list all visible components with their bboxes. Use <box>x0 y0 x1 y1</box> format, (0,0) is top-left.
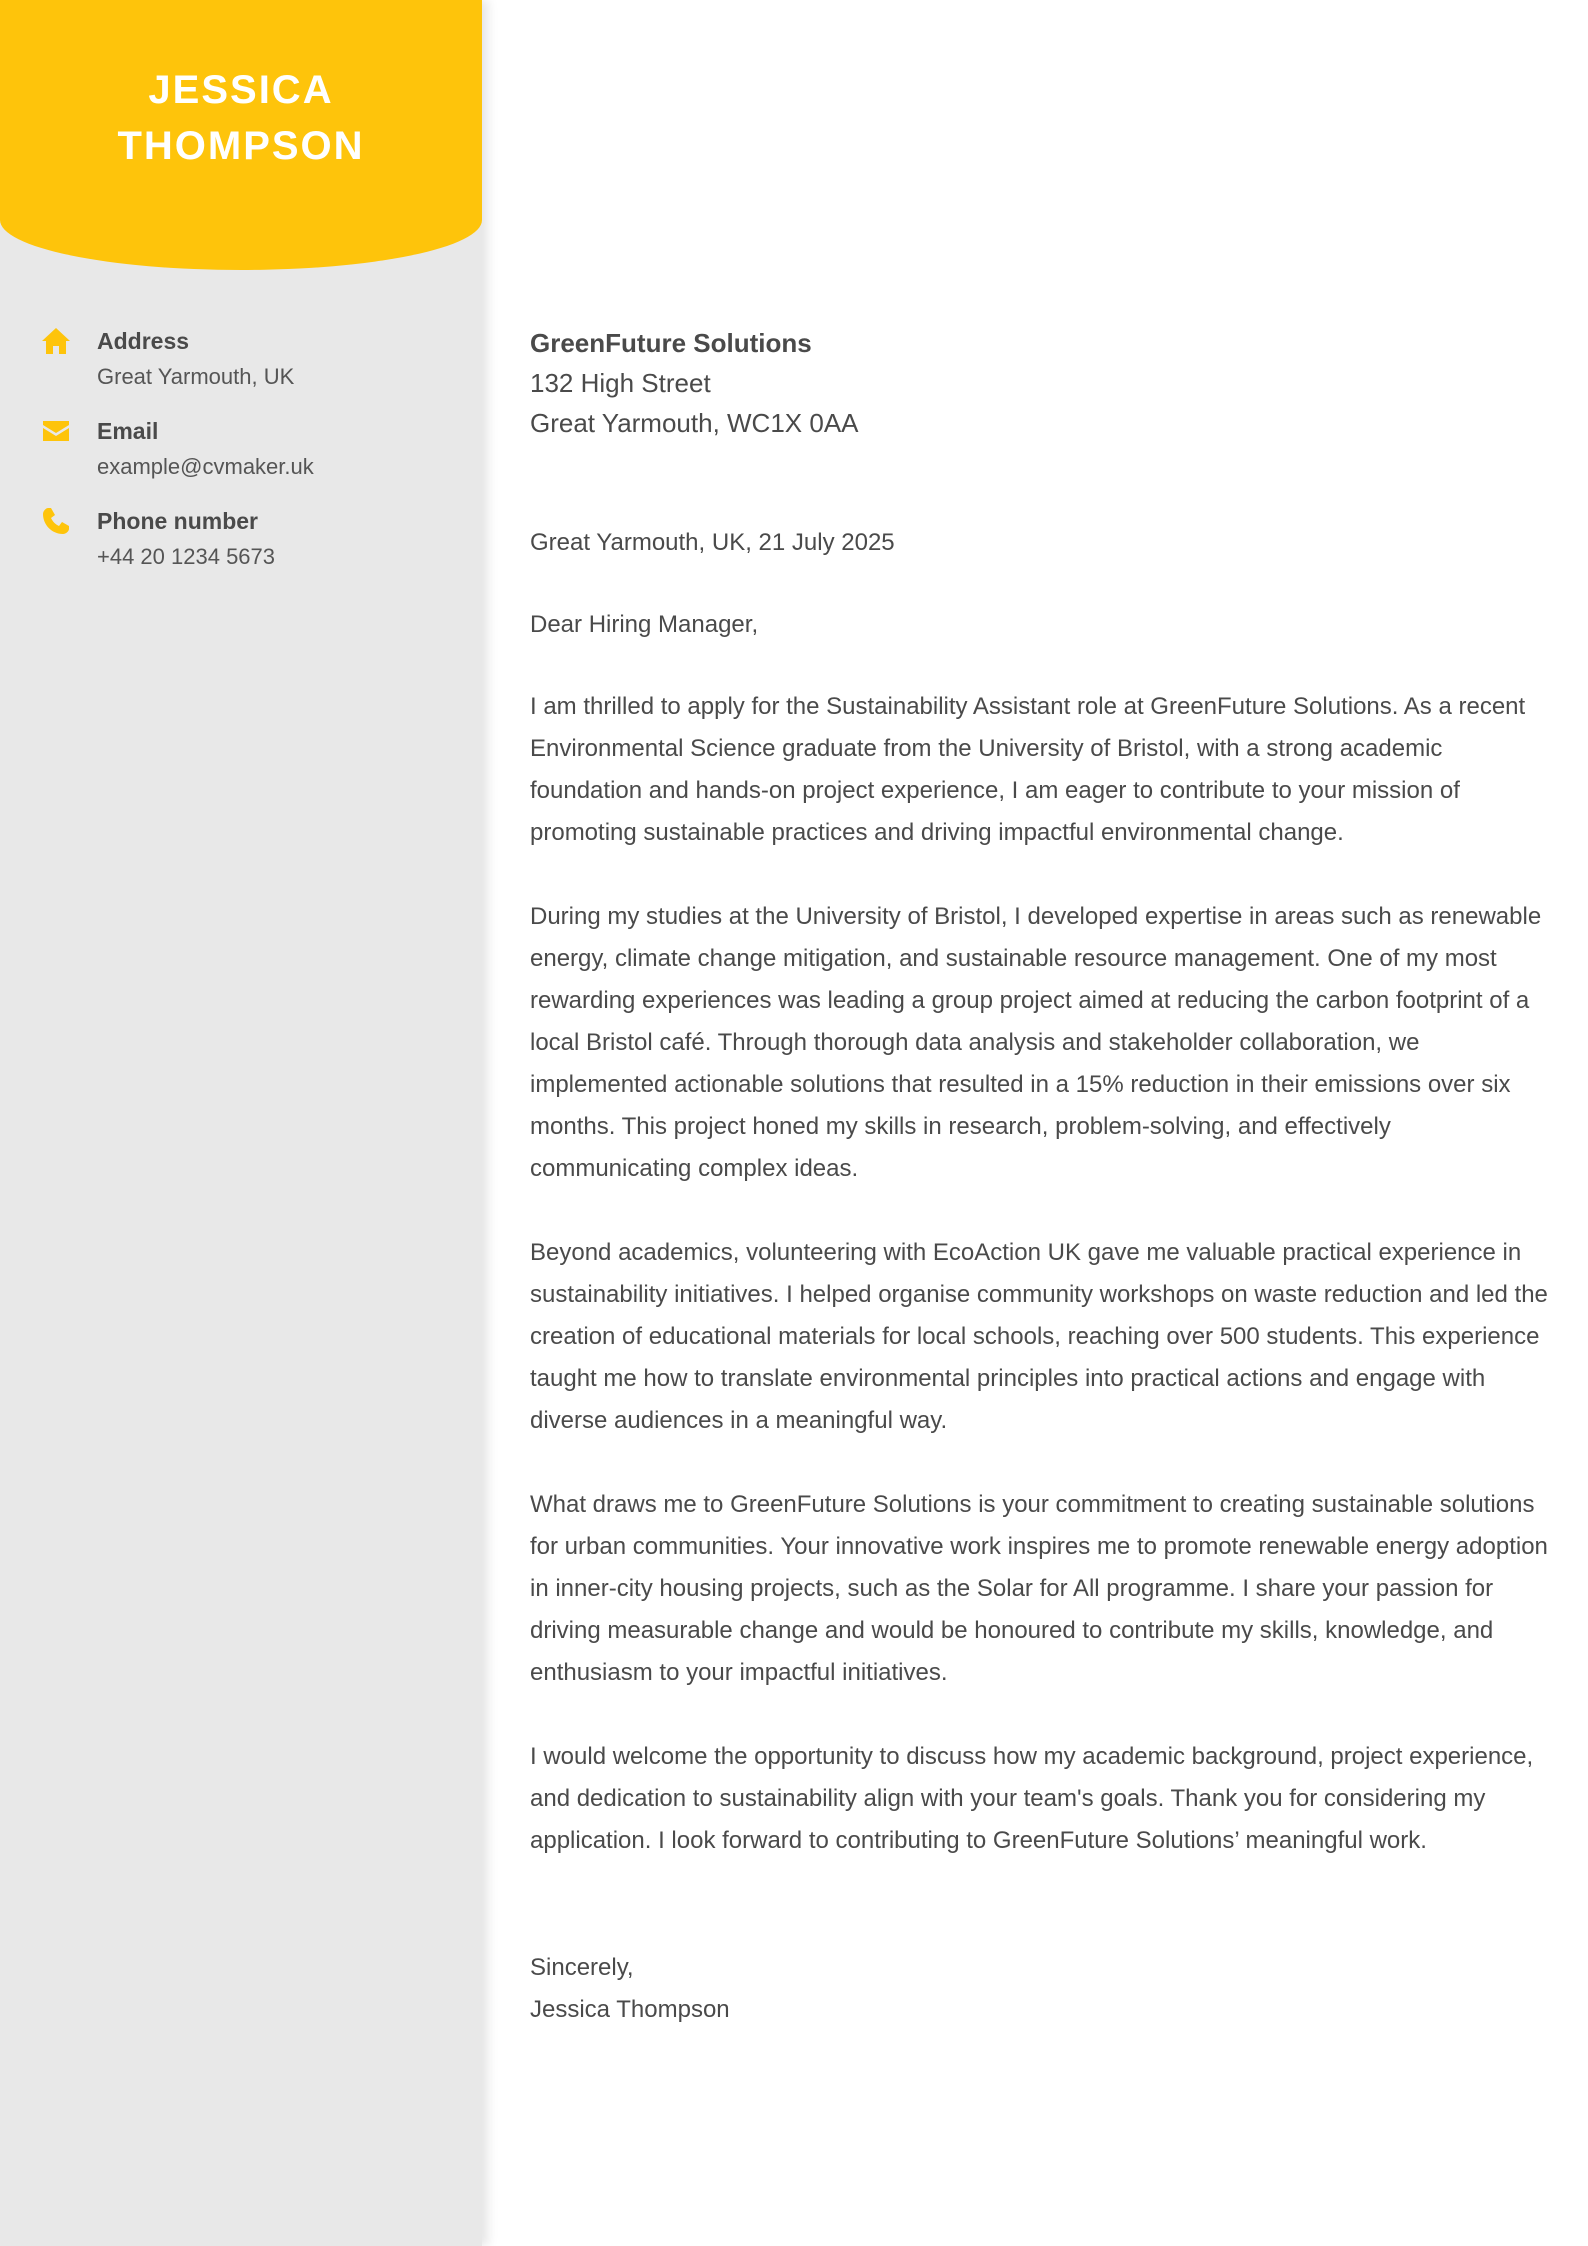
sidebar <box>0 0 482 2246</box>
letter-paragraph: I would welcome the opportunity to discuss how my academic background, project experience, and dedication to sustainability align with your team's goals. Thank you for considering my application. I look forward to contributing to GreenFuture Solutions’ meaningful work. <box>530 1743 1534 1854</box>
letter-body <box>530 522 1550 1904</box>
name-header <box>0 0 482 270</box>
recipient-block <box>530 323 859 443</box>
last-name: THOMPSON <box>117 124 365 168</box>
envelope-icon <box>40 415 72 447</box>
email-value[interactable]: example@cvmaker.uk <box>97 454 314 479</box>
signature: Jessica Thompson <box>530 1996 730 2023</box>
phone-value[interactable]: +44 20 1234 5673 <box>97 544 276 569</box>
address-value: Great Yarmouth, UK <box>97 364 295 389</box>
address-label: Address <box>97 328 190 354</box>
phone-icon <box>40 505 72 537</box>
recipient-street: 132 High Street <box>530 368 711 398</box>
letter-paragraph: What draws me to GreenFuture Solutions is your commitment to creating sustainable solutions for urban communities. Your innovative work inspires me to promote renewable energy adoption in inner-city housing projects, such as the Solar for All programme. I share your passion for driving measurable change and would be honoured to contribute my skills, knowledge, and enthusiasm to your impactful initiatives. <box>530 1491 1548 1686</box>
recipient-city: Great Yarmouth, WC1X 0AA <box>530 408 859 438</box>
closing-phrase: Sincerely, <box>530 1954 634 1981</box>
email-label: Email <box>97 418 159 444</box>
home-icon <box>40 325 72 357</box>
letter-date: Great Yarmouth, UK, 21 July 2025 <box>530 529 895 556</box>
letter-paragraph: I am thrilled to apply for the Sustainability Assistant role at GreenFuture Solutions. As a recent Environmental Science graduate from the University of Bristol, with a strong academic foundation and hands-on project experience, I am eager to contribute to your mission of promoting sustainable practices and driving impactful environmental change. <box>530 693 1526 846</box>
first-name: JESSICA <box>148 68 334 112</box>
letter-closing <box>530 1947 730 2031</box>
recipient-company: GreenFuture Solutions <box>530 328 812 358</box>
letter-paragraph: During my studies at the University of Bristol, I developed expertise in areas such as renewable energy, climate change mitigation, and sustainable resource management. One of my most rewarding experiences was leading a group project aimed at reducing the carbon footprint of a local Bristol café. Through thorough data analysis and stakeholder collaboration, we implemented actionable solutions that resulted in a 15% reduction in their emissions over six months. This project honed my skills in research, problem-solving, and effectively communicating complex ideas. <box>530 903 1542 1182</box>
letter-greeting: Dear Hiring Manager, <box>530 611 759 638</box>
letter-paragraph: Beyond academics, volunteering with EcoAction UK gave me valuable practical experience in sustainability initiatives. I helped organise community workshops on waste reduction and led the creation of educational materials for local schools, reaching over 500 students. This experience taught me how to translate environmental principles into practical actions and engage with diverse audiences in a meaningful way. <box>530 1239 1548 1434</box>
candidate-name <box>0 62 482 174</box>
phone-label: Phone number <box>97 508 259 534</box>
